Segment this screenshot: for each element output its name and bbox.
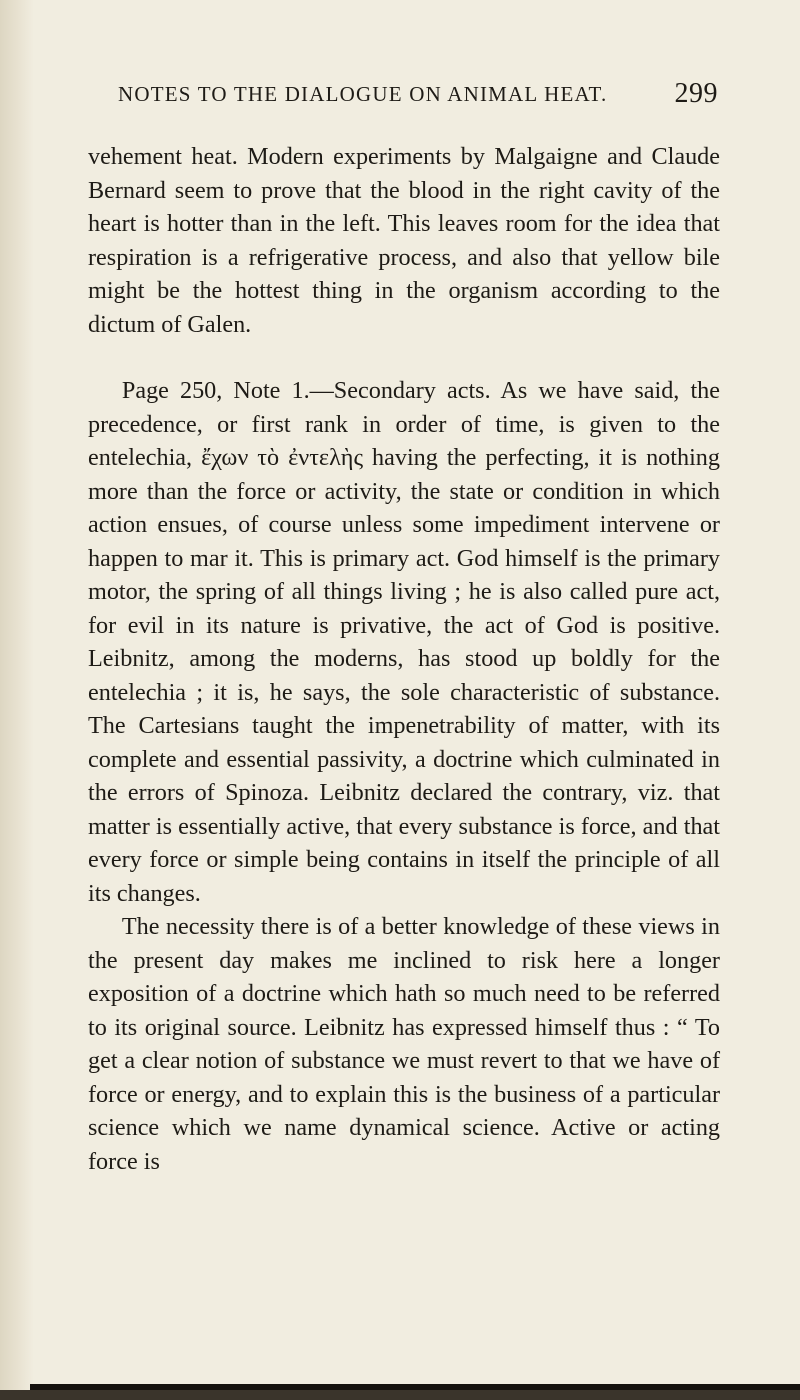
paragraph-2: Page 250, Note 1.—Secondary acts. As we have said, the precedence, or first rank in order of time, is given to the entelechia, ἔχων τὸ ἐντελὴς having the perfecting, it is nothing more than the force or activity, the state or condition in which action ensues, of course unless some impediment intervene or happen to mar it. This is primary act. God himself is the primary motor, the spring of all things living ; he is also called pure act, for evil in its nature is privative, the act of God is positive. Leibnitz, among the moderns, has stood up boldly for the entelechia ; it is, he says, the sole characteristic of substance. The Cartesians taught the impenetrability of matter, with its complete and essential passivity, a doctrine which culminated in the errors of Spinoza. Leibnitz declared the contrary, viz. that matter is essentially active, that every substance is force, and that every force or simple being contains in itself the principle of all its changes. bbox=[88, 377, 720, 907]
body-text bbox=[88, 140, 720, 1178]
page-number: 299 bbox=[674, 78, 718, 109]
paragraph-1: vehement heat. Modern experiments by Malgaigne and Claude Bernard seem to prove that the blood in the right cavity of the heart is hotter than in the left. This leaves room for the idea that respiration is a refrigerative process, and also that yellow bile might be the hottest thing in the organism according to the dictum of Galen. bbox=[88, 143, 720, 338]
running-title: NOTES TO THE DIALOGUE ON ANIMAL HEAT. bbox=[118, 82, 608, 106]
page-gutter-shadow bbox=[0, 0, 34, 1400]
running-header bbox=[118, 78, 718, 109]
bottom-edge-shadow bbox=[0, 1390, 800, 1400]
paragraph-3: The necessity there is of a better knowledge of these views in the present day makes me inclined to risk here a longer exposition of a doctrine which hath so much need to be referred to its original source. Leibnitz has expressed himself thus : “ To get a clear notion of substance we must revert to that we have of force or energy, and to explain this is the business of a particular science which we name dynamical science. Active or acting force is bbox=[88, 913, 720, 1175]
